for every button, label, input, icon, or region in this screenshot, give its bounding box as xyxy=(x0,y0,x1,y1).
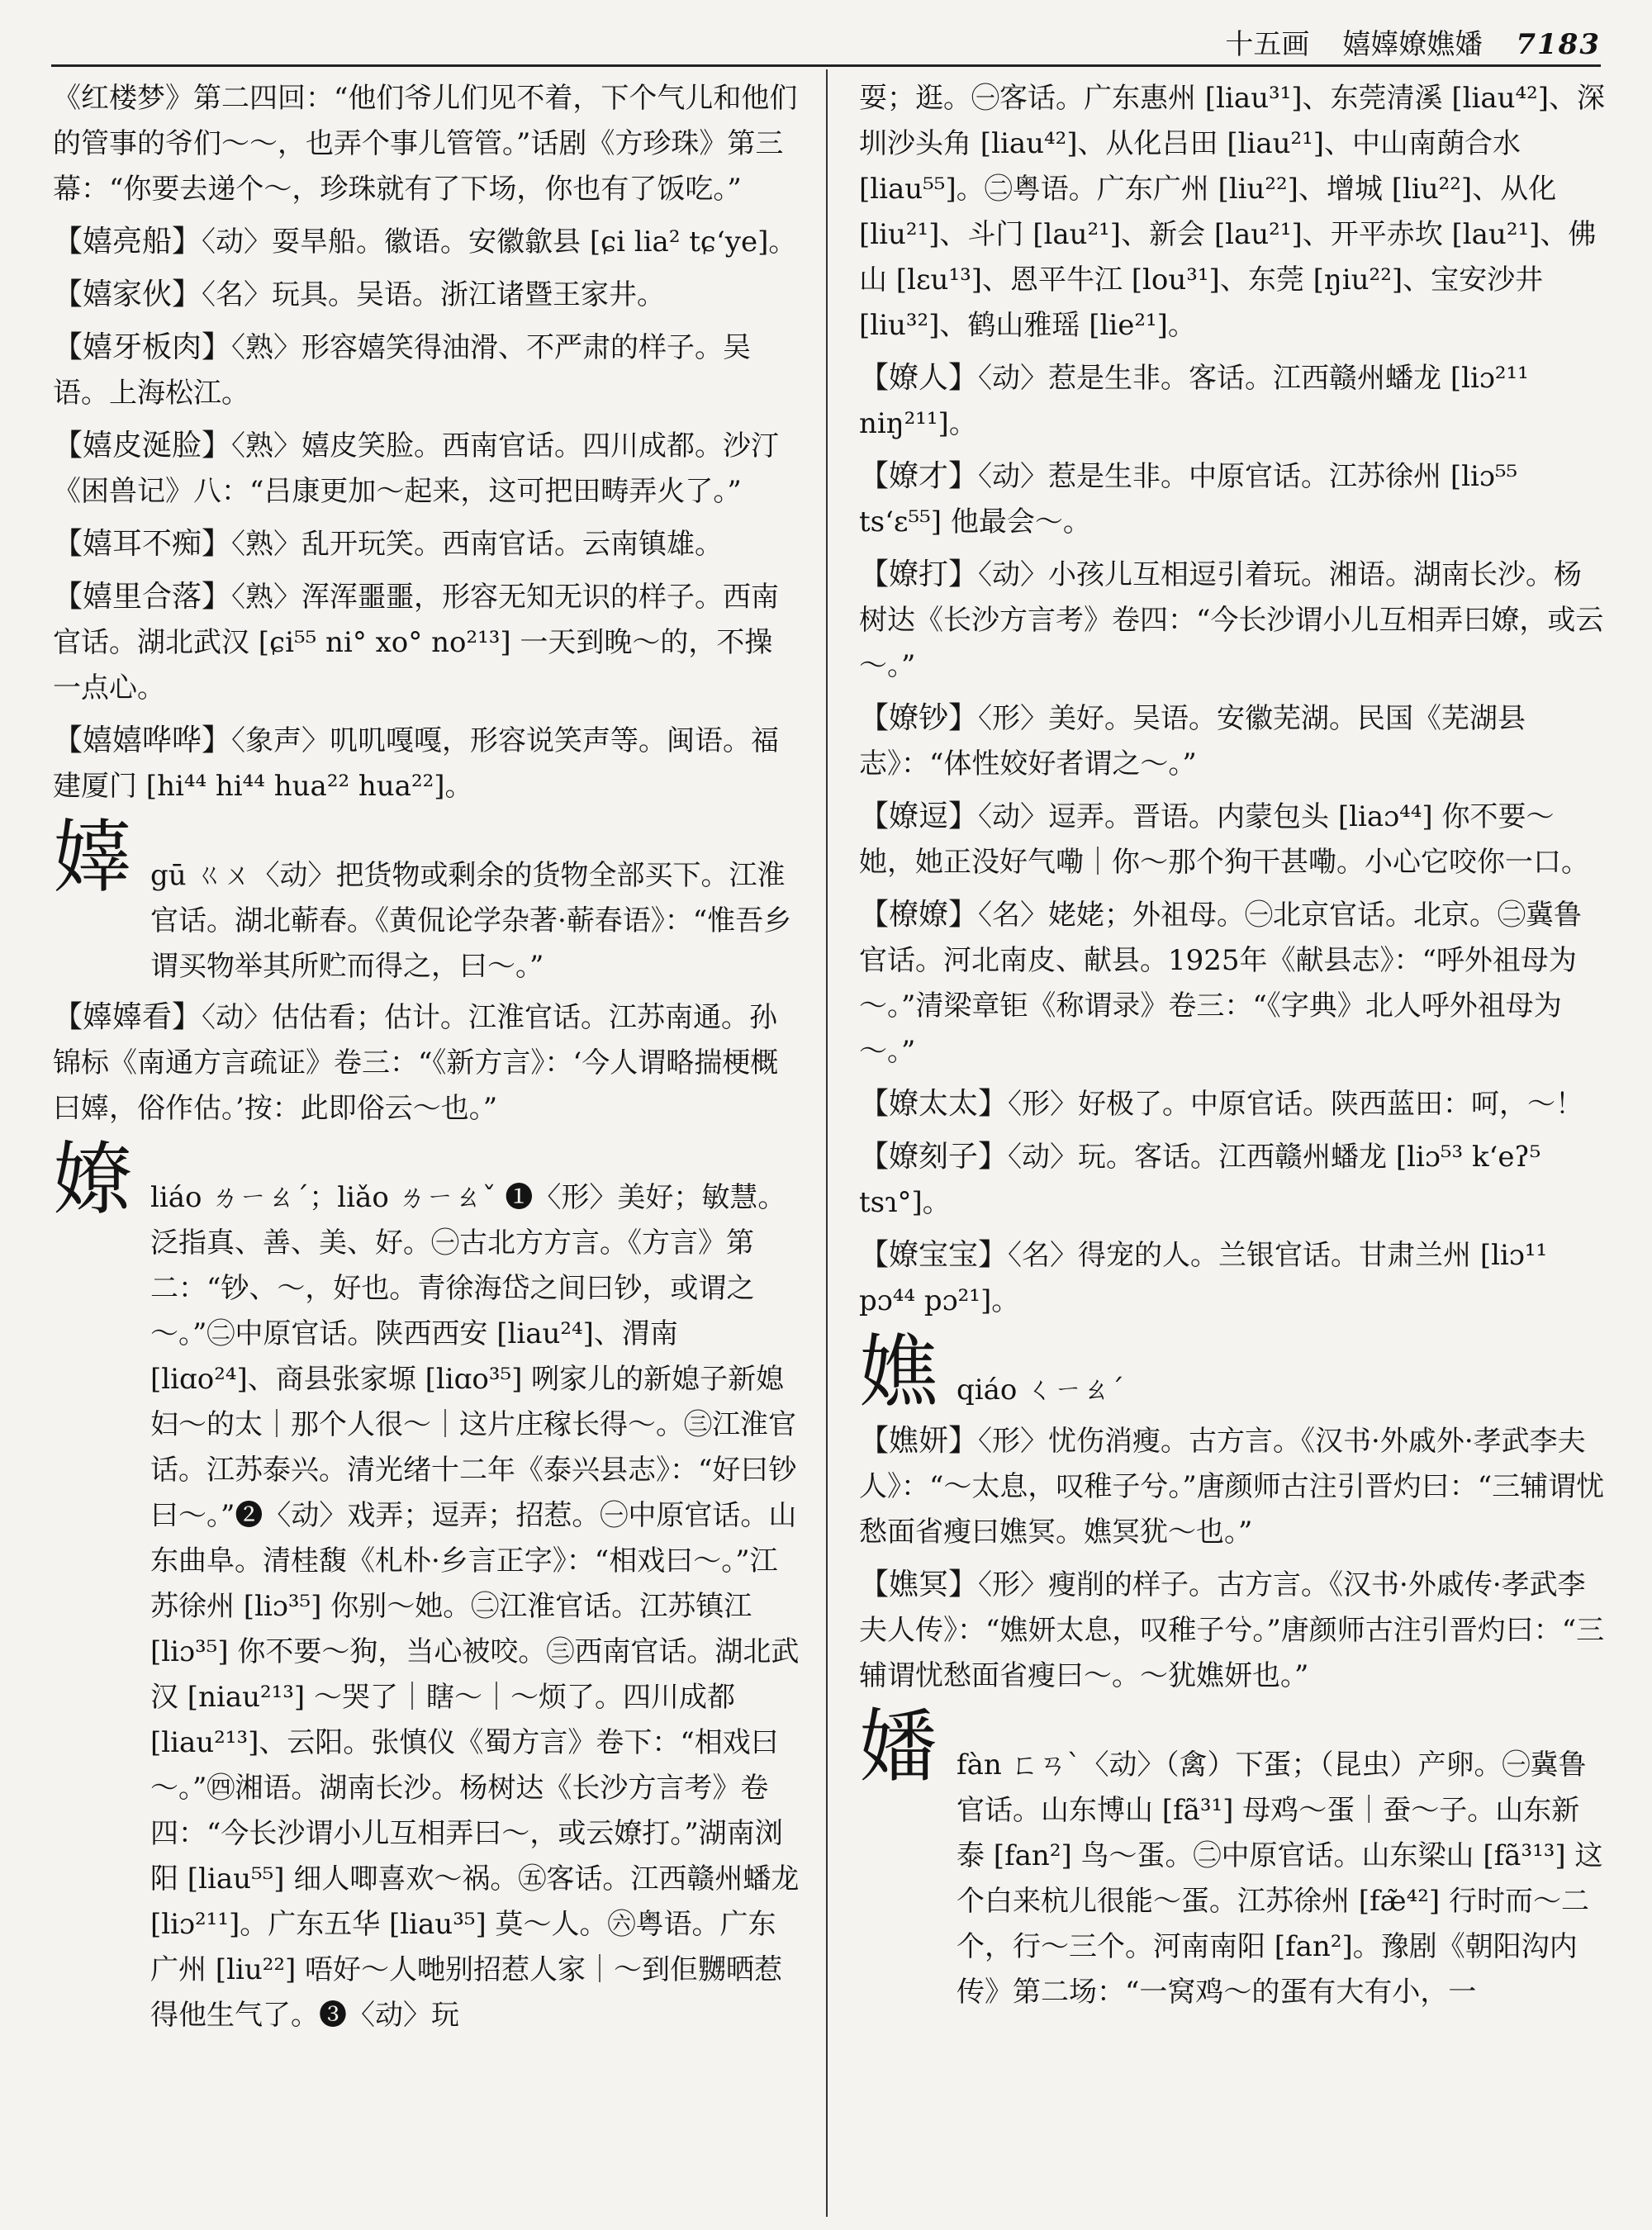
entry-headword: 【嫶冥】 xyxy=(859,1568,979,1601)
entry-definition: 〈动〉惹是生非。中原官话。江苏徐州 [liɔ⁵⁵ ts‘ɛ⁵⁵] 他最会～。 xyxy=(859,460,1518,539)
entry-definition: 〈熟〉浑浑噩噩，形容无知无识的样子。西南官话。湖北武汉 [ɕi⁵⁵ ni° xo° no²¹³] 一天到晚～的，不操一点心。 xyxy=(53,581,780,705)
left-column xyxy=(53,76,800,2043)
entry-definition: 〈形〉忧伤消瘦。古方言。《汉书·外戚外·孝武李夫人》：“～太息，叹稚子兮。”唐颜师古注引晋灼曰：“三辅谓忧愁面省瘦曰嫶冥。嫶冥犹～也。” xyxy=(859,1425,1605,1549)
entry-definition: fàn ㄈㄢˋ〈动〉（禽）下蛋；（昆虫）产卵。㊀冀鲁官话。山东博山 [fã³¹] 母鸡～蛋｜蚕～子。山东新泰 [fan²] 鸟～蛋。㊁中原官话。山东梁山 [fã³¹³] 这个白来杭儿很能～蛋。江苏徐州 [fæ̃⁴²] 行时而～二个，行～三个。河南南阳 [fan²]。豫剧《朝阳沟内传》第二场：“一窝鸡～的蛋有大有小，一 xyxy=(957,1748,1603,2009)
word-entry xyxy=(859,1134,1607,1226)
entry-definition: 〈动〉耍旱船。徽语。安徽歙县 [ɕi lia² tɕ‘ye]。 xyxy=(202,225,797,259)
entry-headword: 【橑嫽】 xyxy=(859,898,979,932)
character-entry xyxy=(53,811,800,989)
entry-headword: 【嬉嬉哗哗】 xyxy=(53,724,232,757)
word-entry xyxy=(53,423,800,515)
entry-headword: 【嫽刻子】 xyxy=(859,1140,1009,1174)
entry-definition: 〈动〉估估看；估计。江淮官话。江苏南通。孙锦标《南通方言疏证》卷三：“《新方言》：‘今人谓略揣梗概曰嫴，俗作估。’按：此即俗云～也。” xyxy=(53,1001,779,1125)
entry-definition: 〈名〉姥姥；外祖母。㊀北京官话。北京。㊁冀鲁官话。河北南皮、献县。1925年《献县志》：“呼外祖母为～。”清梁章钜《称谓录》卷三：“《字典》北人呼外祖母为～。” xyxy=(859,899,1583,1068)
word-entry xyxy=(859,453,1607,545)
entry-definition: qiáo ㄑㄧㄠˊ xyxy=(957,1374,1125,1407)
word-entry xyxy=(53,272,800,318)
word-entry xyxy=(53,219,800,265)
entry-definition: 耍；逛。㊀客话。广东惠州 [liau³¹]、东莞清溪 [liau⁴²]、深圳沙头角 [liau⁴²]、从化吕田 [liau²¹]、中山南蓢合水 [liau⁵⁵]。㊁粤语。广东广州 [liu²²]、增城 [liu²²]、从化 [liu²¹]、斗门 [lau²¹]、新会 [lau²¹]、开平赤坎 [lau²¹]、佛山 [lɛu¹³]、恩平牛江 [lou³¹]、东莞 [ŋiu²²]、宝安沙井 [liu³²]、鹤山雅瑶 [lie²¹]。 xyxy=(859,82,1606,342)
word-entry xyxy=(859,794,1607,885)
word-entry xyxy=(859,695,1607,787)
column-divider xyxy=(826,69,828,2217)
entry-headword: 【嫽钞】 xyxy=(859,701,979,735)
entry-headword: 【嬉耳不痴】 xyxy=(53,527,232,561)
entry-headword: 【嫽才】 xyxy=(859,459,979,493)
word-entry xyxy=(53,325,800,416)
page-header xyxy=(1225,21,1601,62)
word-entry xyxy=(859,1418,1607,1555)
word-entry xyxy=(53,994,800,1132)
word-entry xyxy=(859,892,1607,1075)
entry-definition: 〈熟〉形容嬉笑得油滑、不严肃的样子。吴语。上海松江。 xyxy=(53,331,752,410)
entry-character: 嫶 xyxy=(859,1326,938,1418)
entry-character: 嫽 xyxy=(53,1133,132,1226)
entry-definition: 〈形〉好极了。中原官话。陕西蓝田：呵，～！ xyxy=(1008,1088,1584,1121)
word-entry xyxy=(53,521,800,567)
entry-definition: 〈名〉得宠的人。兰银官话。甘肃兰州 [liɔ¹¹ pɔ⁴⁴ pɔ²¹]。 xyxy=(859,1239,1548,1317)
word-entry xyxy=(53,574,800,711)
entry-headword: 【嬉里合落】 xyxy=(53,580,232,614)
entry-headword: 【嫽太太】 xyxy=(859,1087,1009,1121)
entry-character: 嫴 xyxy=(53,811,132,904)
entry-definition: liáo ㄌㄧㄠˊ；liǎo ㄌㄧㄠˇ ❶〈形〉美好；敏慧。泛指真、善、美、好。㊀古北方方言。《方言》第二：“钞、～，好也。青徐海岱之间曰钞，或谓之～。”㊁中原官话。陕西西安 [liau²⁴]、渭南 [liɑo²⁴]、商县张家塬 [liɑo³⁵] 咧家儿的新媳子新媳妇～的太｜那个人很～｜这片庄稼长得～。㊂江淮官话。江苏泰兴。清光绪十二年《泰兴县志》：“好曰钞曰～。”❷〈动〉戏弄；逗弄；招惹。㊀中原官话。山东曲阜。清桂馥《札朴·乡言正字》：“相戏曰～。”江苏徐州 [liɔ³⁵] 你别～她。㊁江淮官话。江苏镇江 [liɔ³⁵] 你不要～狗，当心被咬。㊂西南官话。湖北武汉 [niau²¹³] ～哭了｜瞎～｜～烦了。四川成都 [liau²¹³]、云阳。张慎仪《蜀方言》卷下：“相戏曰～。”㊃湘语。湖南长沙。杨树达《长沙方言考》卷四：“今长沙谓小儿互相弄曰～，或云嫽打。”湖南浏阳 [liau⁵⁵] 细人唧喜欢～祸。㊄客话。江西赣州蟠龙 [liɔ²¹¹]。广东五华 [liau³⁵] 莫～人。㊅粤语。广东广州 [liu²²] 唔好～人哋别招惹人家｜～到佢嬲晒惹得他生气了。❸〈动〉玩 xyxy=(150,1181,800,2032)
entry-definition: 〈动〉惹是生非。客话。江西赣州蟠龙 [liɔ²¹¹ niŋ²¹¹]。 xyxy=(859,362,1529,440)
entry-headword: 【嬉皮涎脸】 xyxy=(53,429,232,463)
continued-text xyxy=(859,76,1607,349)
entry-definition: 〈动〉逗弄。晋语。内蒙包头 [liaɔ⁴⁴] 你不要～她，她正没好气嘞｜你～那个狗干甚嘞。小心它咬你一口。 xyxy=(859,800,1589,879)
entry-headword: 【嫽宝宝】 xyxy=(859,1238,1009,1272)
entry-headword: 【嬉家伙】 xyxy=(53,278,202,311)
right-column xyxy=(859,76,1607,2020)
entry-definition: 《红楼梦》第二四回：“他们爷儿们见不着，下个气儿和他们的管事的爷们～～，也弄个事儿管管。”话剧《方珍珠》第三幕：“你要去递个～，珍珠就有了下场，你也有了饭吃。” xyxy=(53,82,798,206)
entry-definition: 〈动〉小孩儿互相逗引着玩。湘语。湖南长沙。杨树达《长沙方言考》卷四：“今长沙谓小儿互相弄曰嫽，或云～。” xyxy=(859,558,1604,682)
entry-definition: 〈名〉玩具。吴语。浙江诸暨王家井。 xyxy=(202,278,666,311)
word-entry xyxy=(859,1232,1607,1324)
character-entry xyxy=(859,1701,1607,2015)
entry-definition: 〈动〉玩。客话。江西赣州蟠龙 [liɔ⁵³ k‘eʔ⁵ tsɿ°]。 xyxy=(859,1141,1541,1219)
entry-definition: 〈象声〉叽叽嘎嘎，形容说笑声等。闽语。福建厦门 [hi⁴⁴ hi⁴⁴ hua²² hua²²]。 xyxy=(53,724,780,803)
entry-definition: 〈形〉美好。吴语。安徽芜湖。民国《芜湖县志》：“体性姣好者谓之～。” xyxy=(859,702,1526,780)
section-label: 十五画 xyxy=(1225,28,1310,61)
entry-character: 嬏 xyxy=(859,1701,938,1793)
entry-headword: 【嫴嫴看】 xyxy=(53,1000,202,1034)
entry-definition: 〈形〉瘦削的样子。古方言。《汉书·外戚传·孝武李夫人传》：“嫶妍太息，叹稚子兮。”唐颜师古注引晋灼曰：“三辅谓忧愁面省瘦曰～。～犹嫶妍也。” xyxy=(859,1568,1605,1692)
word-entry xyxy=(859,1562,1607,1699)
character-entry xyxy=(859,1326,1607,1418)
character-entry xyxy=(53,1133,800,2038)
entry-headword: 【嫽人】 xyxy=(859,361,979,395)
continued-text xyxy=(53,76,800,212)
word-entry xyxy=(859,552,1607,689)
word-entry xyxy=(859,1081,1607,1127)
entry-definition: 〈熟〉嬉皮笑脸。西南官话。四川成都。沙汀《困兽记》八：“吕康更加～起来，这可把田畴弄火了。” xyxy=(53,429,780,508)
entry-definition: 〈熟〉乱开玩笑。西南官话。云南镇雄。 xyxy=(231,528,724,561)
entry-headword: 【嫽打】 xyxy=(859,558,979,591)
page-number: 7183 xyxy=(1516,28,1601,61)
entry-headword: 【嫶妍】 xyxy=(859,1424,979,1458)
entry-headword: 【嫽逗】 xyxy=(859,799,979,833)
word-entry xyxy=(53,718,800,809)
header-chars: 嬉嫴嫽嫶嬏 xyxy=(1342,28,1483,61)
word-entry xyxy=(859,355,1607,447)
entry-definition: gū ㄍㄨ〈动〉把货物或剩余的货物全部买下。江淮官话。湖北蕲春。《黄侃论学杂著·蕲春语》：“惟吾乡谓买物举其所贮而得之，曰～。” xyxy=(150,859,792,983)
header-rule xyxy=(51,64,1601,67)
entry-headword: 【嬉亮船】 xyxy=(53,225,202,259)
entry-headword: 【嬉牙板肉】 xyxy=(53,330,232,364)
